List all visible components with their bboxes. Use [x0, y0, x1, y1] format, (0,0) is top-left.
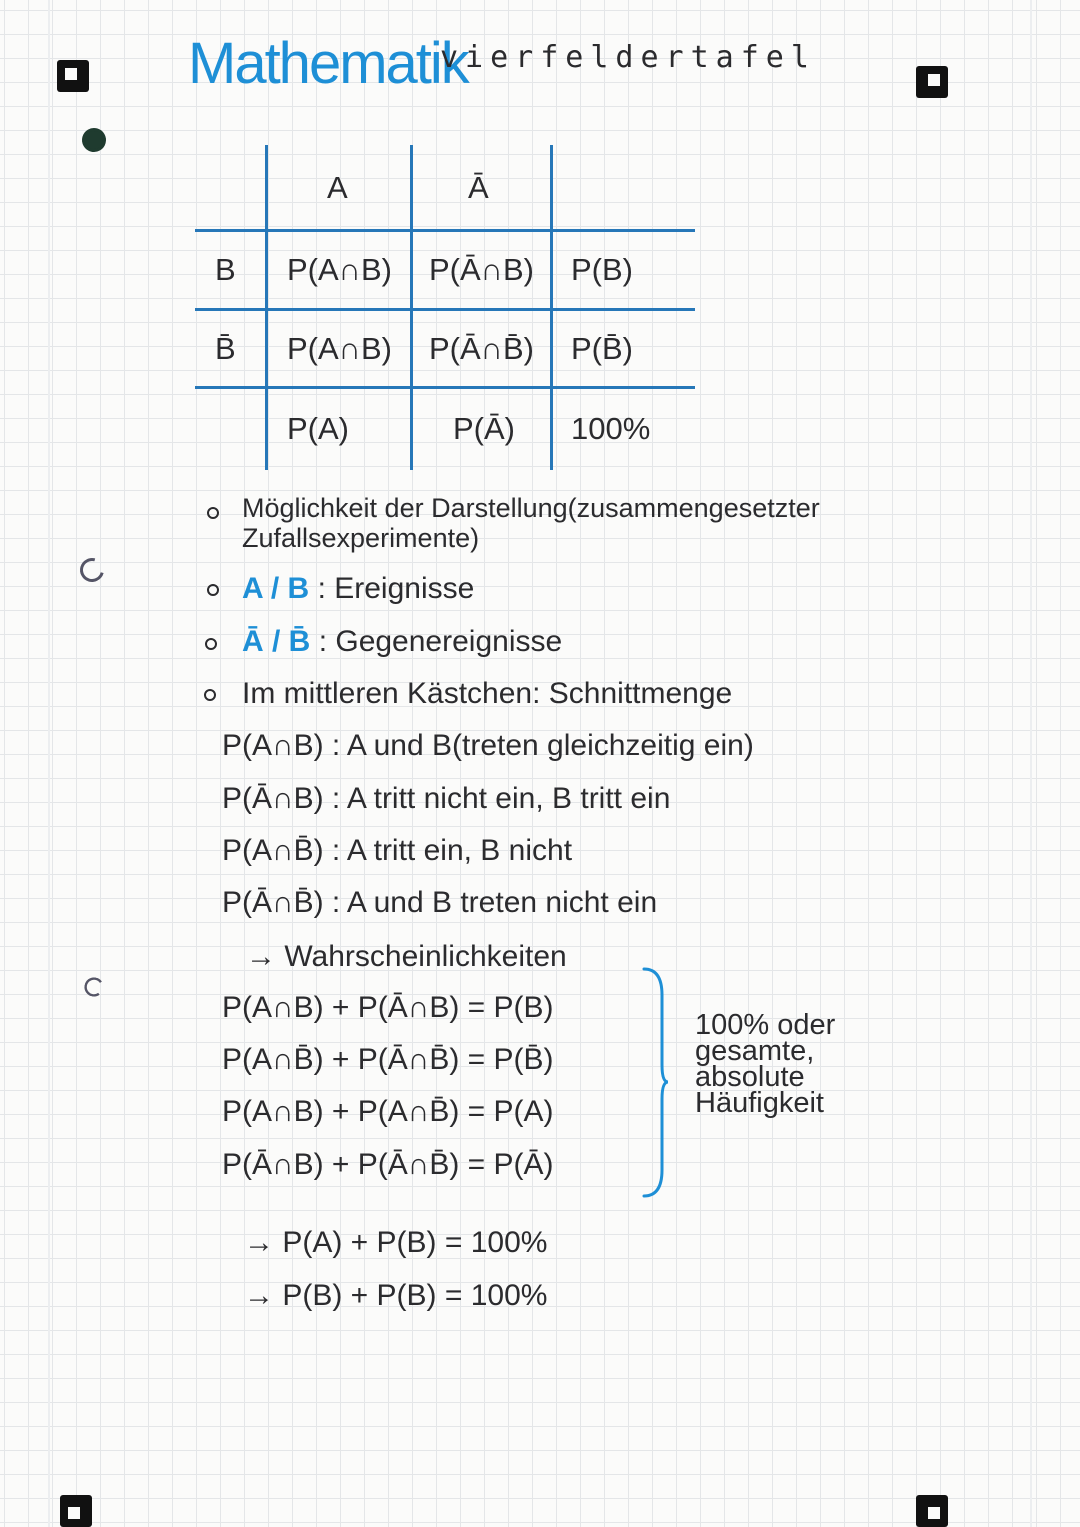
bullet-icon	[207, 584, 219, 596]
table-cell: 100%	[571, 411, 651, 446]
brace-note-line: gesamte,	[695, 1035, 815, 1067]
contingency-table	[195, 145, 695, 470]
table-cell: P(Ā∩B)	[429, 252, 534, 287]
dash-item: P(A∩B̄) : A tritt ein, B nicht	[222, 834, 573, 867]
complement-events-description: : Gegenereignisse	[318, 625, 563, 658]
dash-item: P(Ā∩B) : A tritt nicht ein, B tritt ein	[222, 782, 671, 815]
table-line	[195, 308, 695, 311]
bullet-text	[242, 572, 474, 606]
brace-note-line: Häufigkeit	[695, 1087, 824, 1119]
total-equation	[244, 1279, 547, 1313]
sum-equation: P(A∩B̄) + P(Ā∩B̄) = P(B̄)	[222, 1043, 554, 1076]
total-equation	[244, 1226, 547, 1260]
bullet-text: Möglichkeit der Darstellung(zusammengesetzter	[242, 493, 820, 523]
brace-note-line: absolute	[695, 1061, 805, 1093]
arrow-icon: →	[246, 940, 276, 973]
sum-equation: P(A∩B) + P(A∩B̄) = P(A)	[222, 1095, 554, 1128]
total-equation-text: P(B) + P(B) = 100%	[282, 1279, 548, 1312]
curly-brace-icon	[640, 965, 670, 1200]
corner-marker-top-left	[57, 60, 89, 92]
bullet-icon	[207, 507, 219, 519]
table-cell: P(A)	[287, 411, 349, 446]
bullet-text: Zufallsexperimente)	[242, 523, 480, 553]
bullet-icon	[205, 638, 217, 650]
dash-item: P(Ā∩B̄) : A und B treten nicht ein	[222, 886, 658, 919]
events-label: A / B	[242, 572, 310, 605]
arrow-icon: →	[244, 1279, 274, 1312]
row-header-b: B	[215, 252, 236, 287]
brace-note-line: 100% oder	[695, 1009, 836, 1041]
binder-hole-icon	[83, 976, 105, 998]
table-line	[195, 229, 695, 232]
corner-marker-top-right	[916, 66, 948, 98]
table-line	[195, 386, 695, 389]
complement-events-label: Ā / B̄	[242, 625, 311, 658]
bullet-text	[242, 625, 562, 659]
sum-equation: P(Ā∩B) + P(Ā∩B̄) = P(Ā)	[222, 1148, 554, 1181]
binder-hole-icon	[78, 124, 111, 157]
corner-marker-bottom-right	[916, 1495, 948, 1527]
row-header-not-b: B̄	[215, 331, 236, 366]
page-subtitle: vierfeldertafel	[440, 40, 816, 75]
margin-line-left	[48, 0, 50, 1527]
table-cell: P(Ā)	[453, 411, 515, 446]
table-cell: P(Ā∩B̄)	[429, 331, 534, 366]
bullet-text: Im mittleren Kästchen: Schnittmenge	[242, 677, 733, 710]
bullet-icon	[204, 689, 216, 701]
dash-item: P(A∩B) : A und B(treten gleichzeitig ein)	[222, 729, 754, 762]
events-description: : Ereignisse	[317, 572, 475, 605]
binder-hole-icon	[76, 554, 109, 587]
corner-marker-bottom-left	[60, 1495, 92, 1527]
total-equation-text: P(A) + P(B) = 100%	[282, 1226, 548, 1259]
margin-line-right	[1030, 0, 1032, 1527]
arrow-icon: →	[244, 1226, 274, 1259]
column-header-a: A	[327, 170, 348, 205]
table-cell: P(A∩B)	[287, 252, 392, 287]
column-header-not-a: Ā	[468, 170, 489, 205]
arrow-line	[246, 940, 567, 974]
table-cell: P(A∩B)	[287, 331, 392, 366]
brace-note	[695, 1009, 895, 1119]
table-cell: P(B̄)	[571, 331, 633, 366]
table-cell: P(B)	[571, 252, 633, 287]
arrow-text: Wahrscheinlichkeiten	[284, 940, 567, 973]
sum-equation: P(A∩B) + P(Ā∩B) = P(B)	[222, 991, 554, 1024]
page-title: Mathematik	[188, 31, 468, 96]
